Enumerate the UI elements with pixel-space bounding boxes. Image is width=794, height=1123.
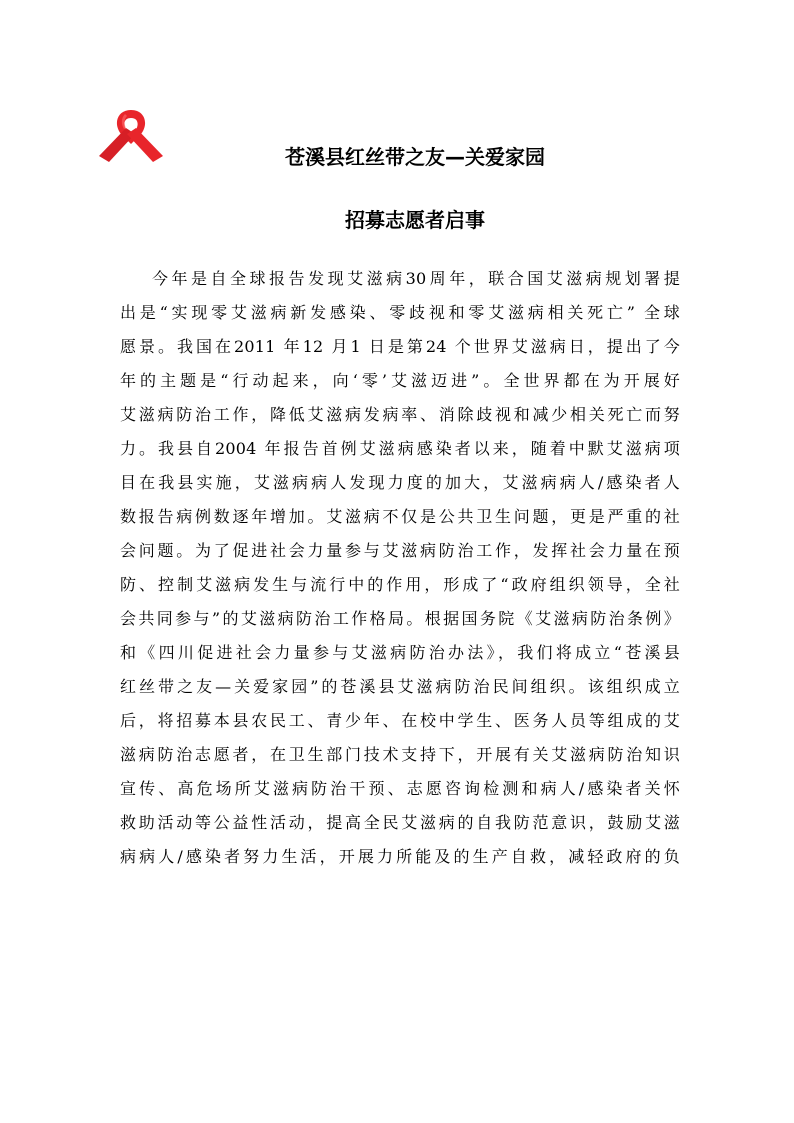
- body-line: 防、控制艾滋病发生与流行中的作用，形成了“政府组织领导，全社: [120, 575, 680, 594]
- body-line: 出是“实现零艾滋病新发感染、零歧视和零艾滋病相关死亡” 全球: [120, 303, 680, 322]
- document-title: 苍溪县红丝带之友—关爱家园: [285, 145, 545, 169]
- body-line: 会共同参与”的艾滋病防治工作格局。根据国务院《艾滋病防治条例》: [120, 609, 680, 628]
- body-line: 年的主题是“行动起来，向‘零’艾滋迈进”。全世界都在为开展好: [120, 371, 680, 390]
- body-line: 会问题。为了促进社会力量参与艾滋病防治工作，发挥社会力量在预: [120, 541, 680, 560]
- document-subtitle: 招募志愿者启事: [345, 208, 485, 232]
- body-line: 今年是自全球报告发现艾滋病30周年，联合国艾滋病规划署提: [152, 269, 680, 288]
- body-line: 滋病防治志愿者，在卫生部门技术支持下，开展有关艾滋病防治知识: [120, 745, 680, 764]
- body-line: 红丝带之友—关爱家园”的苍溪县艾滋病防治民间组织。该组织成立: [120, 677, 680, 696]
- body-line: 救助活动等公益性活动，提高全民艾滋病的自我防范意识，鼓励艾滋: [120, 813, 680, 832]
- body-line: 数报告病例数逐年增加。艾滋病不仅是公共卫生问题，更是严重的社: [120, 507, 680, 526]
- body-line: 后，将招募本县农民工、青少年、在校中学生、医务人员等组成的艾: [120, 711, 680, 730]
- body-line: 力。我县自2004 年报告首例艾滋病感染者以来，随着中默艾滋病项: [120, 439, 680, 458]
- body-paragraph: [120, 262, 680, 874]
- body-line: 愿景。我国在2011 年12 月1 日是第24 个世界艾滋病日，提出了今: [120, 337, 680, 356]
- body-line: 和《四川促进社会力量参与艾滋病防治办法》，我们将成立“苍溪县: [120, 643, 680, 662]
- body-line: 宣传、高危场所艾滋病防治干预、志愿咨询检测和病人/感染者关怀: [120, 779, 680, 798]
- body-line: 目在我县实施，艾滋病病人发现力度的加大，艾滋病病人/感染者人: [120, 473, 680, 492]
- body-line: 病病人/感染者努力生活，开展力所能及的生产自救，减轻政府的负: [120, 847, 680, 866]
- body-line: 艾滋病防治工作，降低艾滋病发病率、消除歧视和减少相关死亡而努: [120, 405, 680, 424]
